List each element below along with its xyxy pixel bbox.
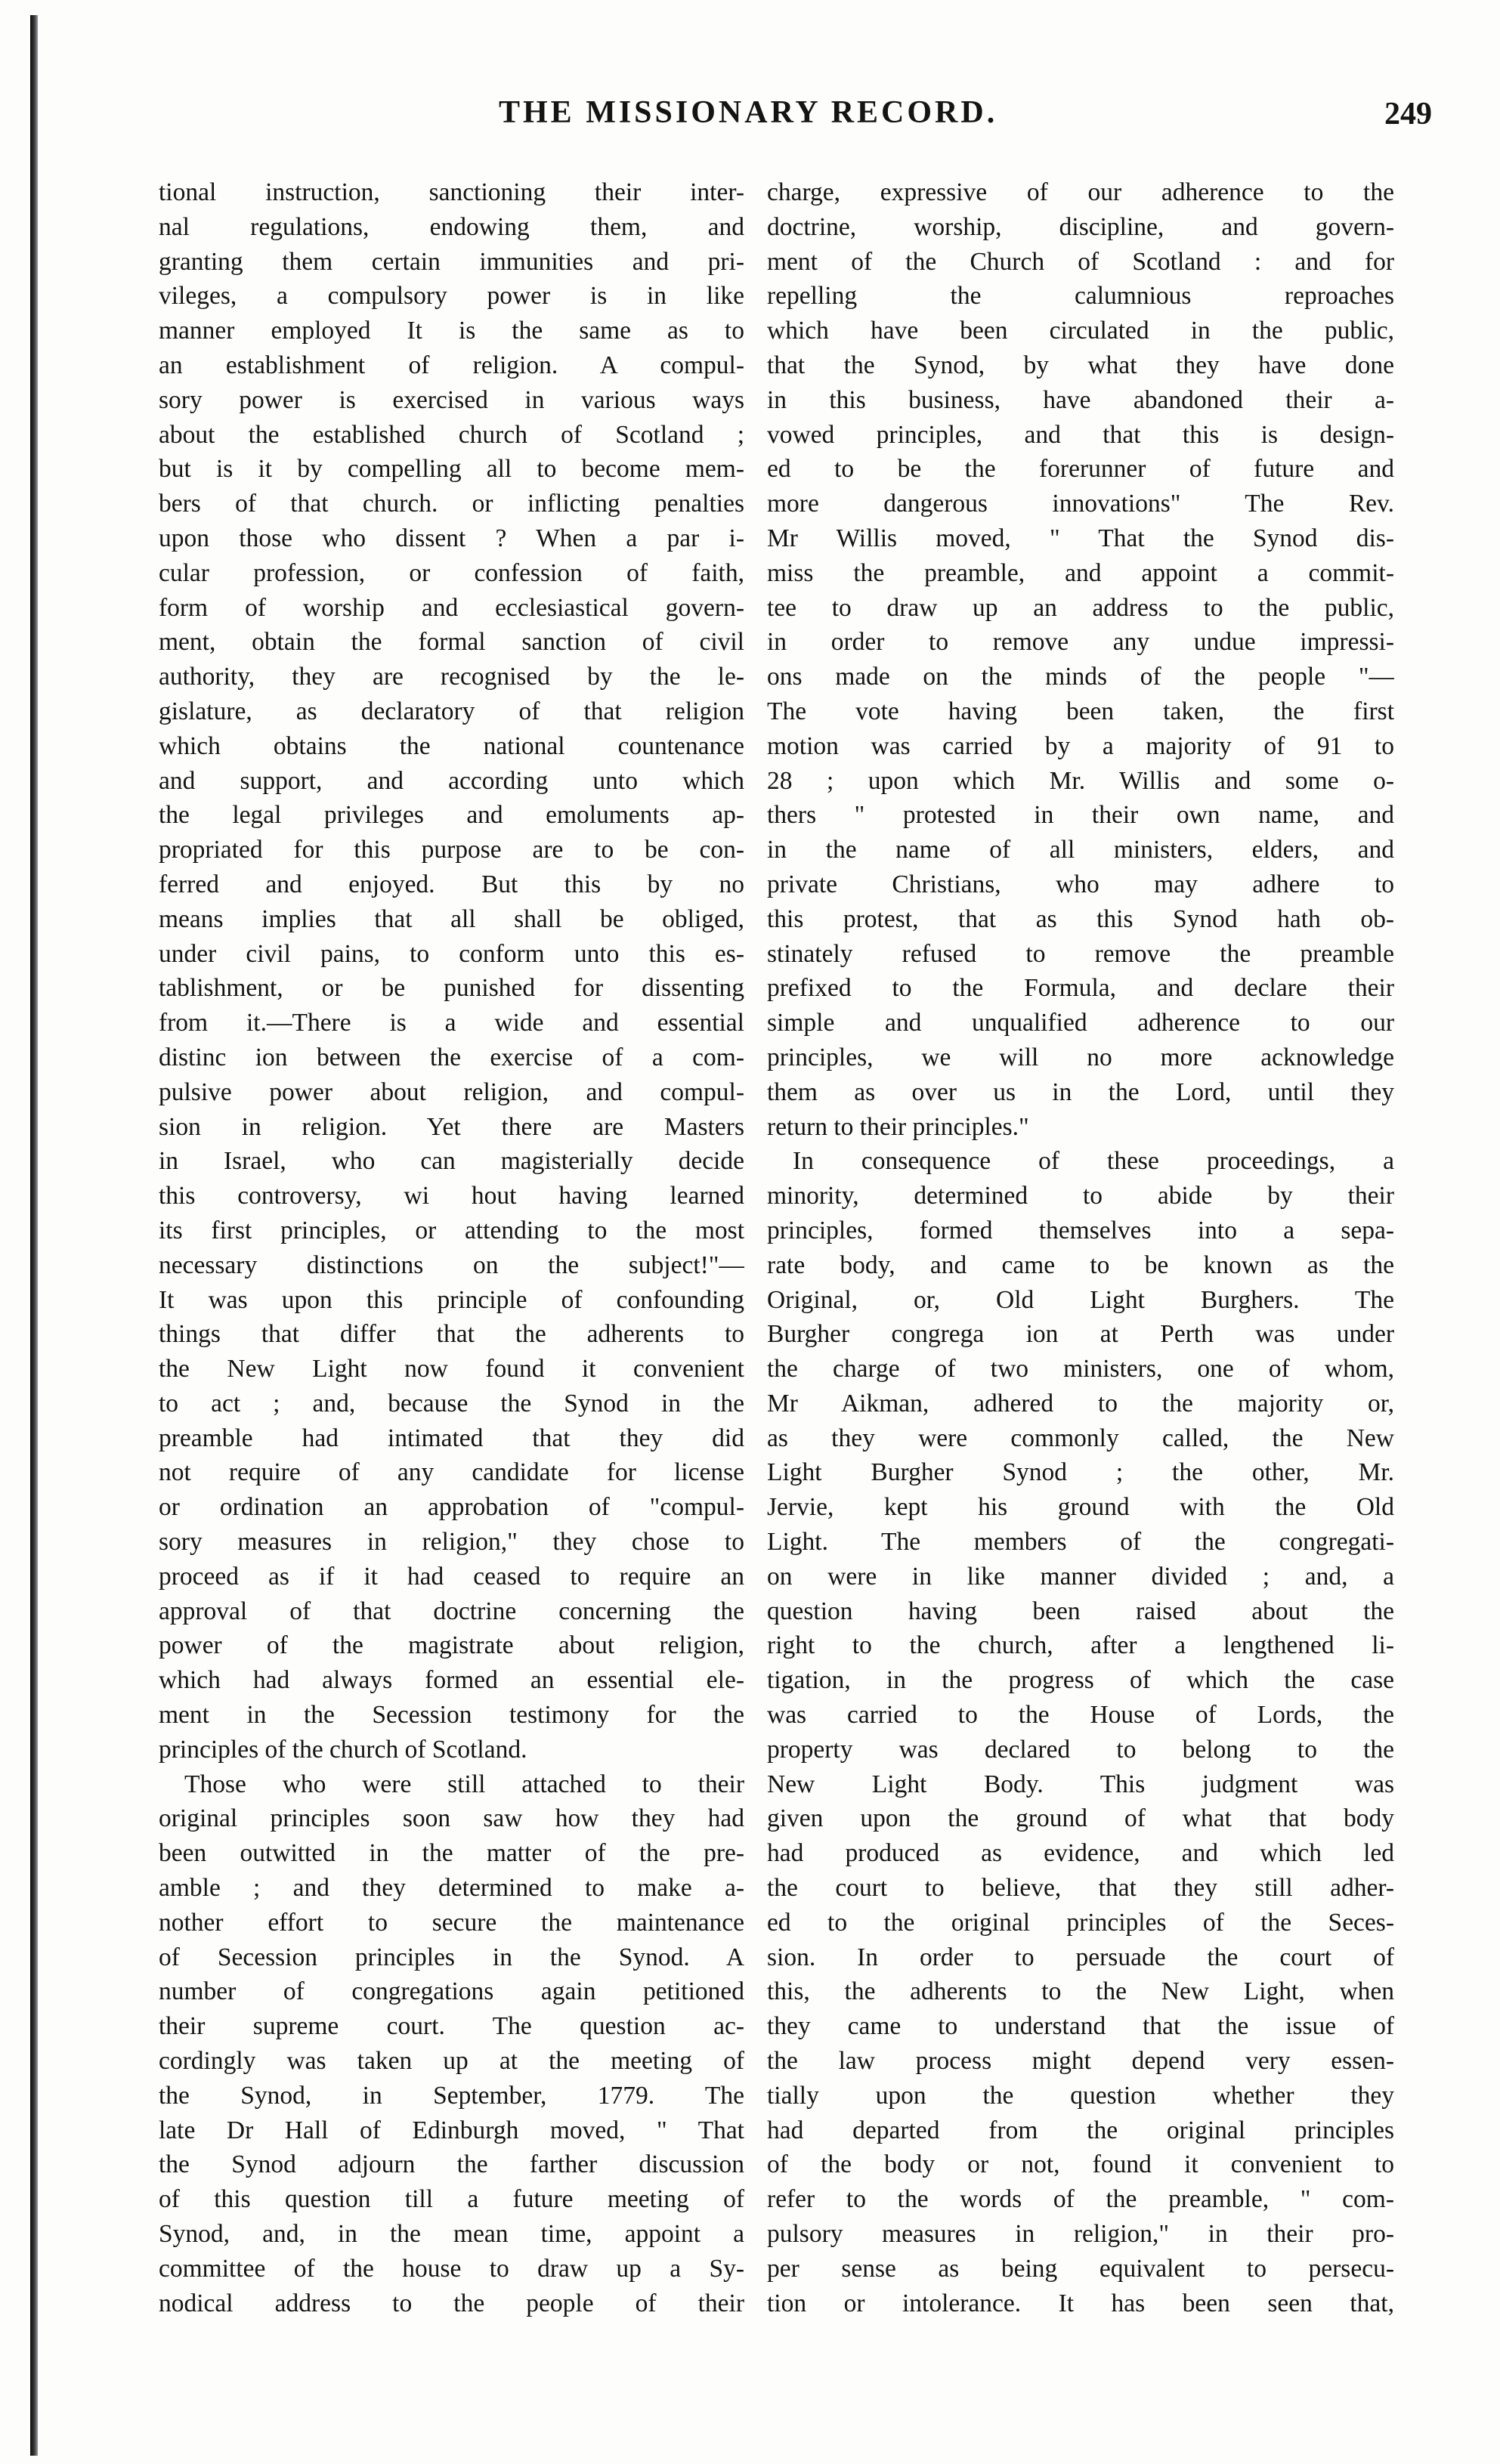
text-line: nother effort to secure the maintenance bbox=[159, 1908, 744, 1937]
text-line: Those who were still attached to their bbox=[184, 1770, 744, 1798]
text-line: the charge of two ministers, one of whom, bbox=[767, 1355, 1394, 1383]
text-line: propriated for this purpose are to be con- bbox=[159, 836, 744, 864]
text-line: the law process might depend very essen- bbox=[767, 2047, 1394, 2076]
text-line: return to their principles." bbox=[767, 1112, 1029, 1141]
text-line: Burgher congrega ion at Perth was under bbox=[767, 1320, 1394, 1349]
text-line: late Dr Hall of Edinburgh moved, " That bbox=[159, 2116, 744, 2144]
text-line: ed to the original principles of the Seces- bbox=[767, 1908, 1394, 1937]
text-line: their supreme court. The question ac- bbox=[159, 2012, 744, 2041]
text-line: principles of the church of Scotland. bbox=[159, 1735, 527, 1764]
text-line: 28 ; upon which Mr. Willis and some o- bbox=[767, 766, 1394, 795]
text-line: which have been circulated in the public, bbox=[767, 317, 1394, 345]
page-edge-shadow bbox=[30, 15, 38, 2456]
text-line: bers of that church. or inflicting penalties bbox=[159, 490, 744, 518]
text-line: power of the magistrate about religion, bbox=[159, 1631, 744, 1660]
text-line: approval of that doctrine concerning the bbox=[159, 1597, 744, 1625]
text-line: in this business, have abandoned their a- bbox=[767, 385, 1394, 414]
page-header bbox=[98, 94, 1440, 147]
text-line: Light. The members of the congregati- bbox=[767, 1528, 1394, 1557]
text-line: amble ; and they determined to make a- bbox=[159, 1874, 744, 1903]
text-line: which had always formed an essential ele- bbox=[159, 1666, 744, 1695]
text-line: on were in like manner divided ; and, a bbox=[767, 1562, 1394, 1591]
text-line: motion was carried by a majority of 91 to bbox=[767, 731, 1394, 760]
text-line: them as over us in the Lord, until they bbox=[767, 1077, 1394, 1106]
text-line: sory measures in religion," they chose to bbox=[159, 1528, 744, 1557]
text-line: number of congregations again petitioned bbox=[159, 1977, 744, 2006]
text-line: thers " protested in their own name, and bbox=[767, 801, 1394, 830]
text-line: this controversy, wi hout having learned bbox=[159, 1182, 744, 1210]
text-line: sory power is exercised in various ways bbox=[159, 385, 744, 414]
text-line: given upon the ground of what that body bbox=[767, 1804, 1394, 1833]
text-line: of the body or not, found it convenient to bbox=[767, 2150, 1394, 2179]
text-line: Mr Aikman, adhered to the majority or, bbox=[767, 1389, 1394, 1417]
text-line: vileges, a compulsory power is in like bbox=[159, 282, 744, 311]
text-line: ferred and enjoyed. But this by no bbox=[159, 870, 744, 898]
page-number: 249 bbox=[1384, 97, 1432, 131]
text-line: ment, obtain the formal sanction of civil bbox=[159, 628, 744, 657]
text-line: ons made on the minds of the people "— bbox=[767, 663, 1394, 691]
text-line: the New Light now found it convenient bbox=[159, 1355, 744, 1383]
text-line: Jervie, kept his ground with the Old bbox=[767, 1493, 1394, 1522]
text-line: nodical address to the people of their bbox=[159, 2289, 744, 2317]
running-title: THE MISSIONARY RECORD. bbox=[499, 95, 998, 130]
text-line: cular profession, or confession of faith, bbox=[159, 558, 744, 587]
text-line: upon those who dissent ? When a par i- bbox=[159, 524, 744, 552]
text-line: cordingly was taken up at the meeting of bbox=[159, 2047, 744, 2076]
text-line: In consequence of these proceedings, a bbox=[793, 1147, 1394, 1176]
text-line: manner employed It is the same as to bbox=[159, 317, 744, 345]
left-text-column bbox=[159, 175, 744, 2320]
text-line: this, the adherents to the New Light, when bbox=[767, 1977, 1394, 2006]
text-line: about the established church of Scotland ; bbox=[159, 420, 744, 449]
text-line: tee to draw up an address to the public, bbox=[767, 593, 1394, 622]
text-line: miss the preamble, and appoint a commit- bbox=[767, 558, 1394, 587]
text-line: the court to believe, that they still adher- bbox=[767, 1874, 1394, 1903]
text-line: form of worship and ecclesiastical govern- bbox=[159, 593, 744, 622]
text-line: of this question till a future meeting of bbox=[159, 2185, 744, 2214]
text-line: more dangerous innovations" The Rev. bbox=[767, 490, 1394, 518]
text-line: its first principles, or attending to the most bbox=[159, 1216, 744, 1244]
text-line: means implies that all shall be obliged, bbox=[159, 904, 744, 933]
text-line: tion or intolerance. It has been seen that, bbox=[767, 2289, 1394, 2317]
text-line: private Christians, who may adhere to bbox=[767, 870, 1394, 898]
text-line: repelling the calumnious reproaches bbox=[767, 282, 1394, 311]
text-line: It was upon this principle of confounding bbox=[159, 1285, 744, 1314]
text-line: principles, formed themselves into a sepa- bbox=[767, 1216, 1394, 1244]
text-line: principles, we will no more acknowledge bbox=[767, 1043, 1394, 1071]
text-line: the Synod, in September, 1779. The bbox=[159, 2081, 744, 2110]
text-line: as they were commonly called, the New bbox=[767, 1424, 1394, 1452]
text-line: of Secession principles in the Synod. A bbox=[159, 1943, 744, 1971]
text-line: original principles soon saw how they had bbox=[159, 1804, 744, 1833]
right-text-column bbox=[767, 175, 1394, 2320]
text-line: granting them certain immunities and pri- bbox=[159, 247, 744, 276]
text-line: simple and unqualified adherence to our bbox=[767, 1009, 1394, 1037]
text-line: vowed principles, and that this is design- bbox=[767, 420, 1394, 449]
text-line: refer to the words of the preamble, " com- bbox=[767, 2185, 1394, 2214]
text-line: pulsive power about religion, and compul- bbox=[159, 1077, 744, 1106]
text-line: Mr Willis moved, " That the Synod dis- bbox=[767, 524, 1394, 552]
text-line: was carried to the House of Lords, the bbox=[767, 1701, 1394, 1730]
text-line: or ordination an approbation of "compul- bbox=[159, 1493, 744, 1522]
text-line: nal regulations, endowing them, and bbox=[159, 212, 744, 241]
text-line: the Synod adjourn the farther discussion bbox=[159, 2150, 744, 2179]
text-line: and support, and according unto which bbox=[159, 766, 744, 795]
text-line: prefixed to the Formula, and declare their bbox=[767, 974, 1394, 1003]
text-line: authority, they are recognised by the le- bbox=[159, 663, 744, 691]
text-line: The vote having been taken, the first bbox=[767, 697, 1394, 725]
text-line: ment in the Secession testimony for the bbox=[159, 1701, 744, 1730]
text-line: tional instruction, sanctioning their inter- bbox=[159, 178, 744, 206]
text-line: tigation, in the progress of which the case bbox=[767, 1666, 1394, 1695]
text-line: stinately refused to remove the preamble bbox=[767, 939, 1394, 968]
text-line: this protest, that as this Synod hath ob- bbox=[767, 904, 1394, 933]
text-line: ed to be the forerunner of future and bbox=[767, 455, 1394, 484]
text-line: distinc ion between the exercise of a com- bbox=[159, 1043, 744, 1071]
text-line: proceed as if it had ceased to require an bbox=[159, 1562, 744, 1591]
text-line: which obtains the national countenance bbox=[159, 731, 744, 760]
text-line: to act ; and, because the Synod in the bbox=[159, 1389, 744, 1417]
text-line: been outwitted in the matter of the pre- bbox=[159, 1839, 744, 1868]
text-line: Original, or, Old Light Burghers. The bbox=[767, 1285, 1394, 1314]
text-line: Light Burgher Synod ; the other, Mr. bbox=[767, 1458, 1394, 1487]
text-line: preamble had intimated that they did bbox=[159, 1424, 744, 1452]
text-line: but is it by compelling all to become mem- bbox=[159, 455, 744, 484]
text-line: sion in religion. Yet there are Masters bbox=[159, 1112, 744, 1141]
text-line: in Israel, who can magisterially decide bbox=[159, 1147, 744, 1176]
text-line: per sense as being equivalent to persecu- bbox=[767, 2254, 1394, 2283]
text-line: rate body, and came to be known as the bbox=[767, 1251, 1394, 1279]
text-line: that the Synod, by what they have done bbox=[767, 351, 1394, 379]
text-line: in the name of all ministers, elders, and bbox=[767, 836, 1394, 864]
text-line: from it.—There is a wide and essential bbox=[159, 1009, 744, 1037]
text-line: charge, expressive of our adherence to the bbox=[767, 178, 1394, 206]
text-line: doctrine, worship, discipline, and govern- bbox=[767, 212, 1394, 241]
text-line: tially upon the question whether they bbox=[767, 2081, 1394, 2110]
text-line: necessary distinctions on the subject!"— bbox=[159, 1251, 744, 1279]
text-line: pulsory measures in religion," in their pro- bbox=[767, 2220, 1394, 2249]
text-line: New Light Body. This judgment was bbox=[767, 1770, 1394, 1798]
text-line: right to the church, after a lengthened li- bbox=[767, 1631, 1394, 1660]
text-line: things that differ that the adherents to bbox=[159, 1320, 744, 1349]
text-line: tablishment, or be punished for dissenting bbox=[159, 974, 744, 1003]
text-line: not require of any candidate for license bbox=[159, 1458, 744, 1487]
text-line: gislature, as declaratory of that religion bbox=[159, 697, 744, 725]
text-line: had produced as evidence, and which led bbox=[767, 1839, 1394, 1868]
text-line: question having been raised about the bbox=[767, 1597, 1394, 1625]
text-line: had departed from the original principles bbox=[767, 2116, 1394, 2144]
text-line: under civil pains, to conform unto this es- bbox=[159, 939, 744, 968]
text-line: ment of the Church of Scotland : and for bbox=[767, 247, 1394, 276]
text-line: in order to remove any undue impressi- bbox=[767, 628, 1394, 657]
text-line: committee of the house to draw up a Sy- bbox=[159, 2254, 744, 2283]
text-line: property was declared to belong to the bbox=[767, 1735, 1394, 1764]
text-line: minority, determined to abide by their bbox=[767, 1182, 1394, 1210]
text-line: Synod, and, in the mean time, appoint a bbox=[159, 2220, 744, 2249]
text-line: sion. In order to persuade the court of bbox=[767, 1943, 1394, 1971]
text-line: the legal privileges and emoluments ap- bbox=[159, 801, 744, 830]
text-line: they came to understand that the issue of bbox=[767, 2012, 1394, 2041]
text-line: an establishment of religion. A compul- bbox=[159, 351, 744, 379]
